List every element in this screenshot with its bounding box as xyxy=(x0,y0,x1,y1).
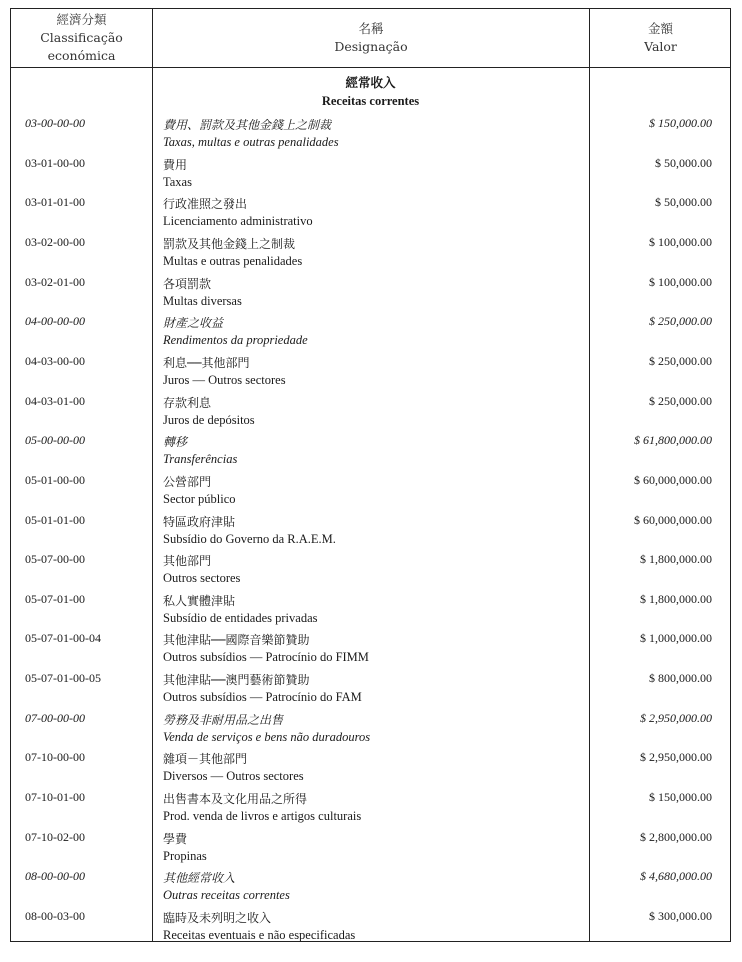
designation-pt: Sector público xyxy=(163,491,236,506)
amount: $ 800,000.00 xyxy=(649,671,712,686)
amount: $ 100,000.00 xyxy=(649,274,712,289)
table-row xyxy=(11,233,730,273)
account-code: 07-10-00-00 xyxy=(25,750,85,765)
designation-zh: 轉移 xyxy=(163,435,188,450)
designation-pt: Multas diversas xyxy=(163,293,242,308)
designation-pt: Transferências xyxy=(163,452,238,467)
designation-zh: 公營部門 xyxy=(163,474,212,489)
account-code: 07-10-02-00 xyxy=(25,829,85,844)
table-row xyxy=(11,431,730,471)
account-code: 04-00-00-00 xyxy=(25,314,85,329)
amount: $ 50,000.00 xyxy=(655,155,712,170)
designation-pt: Outros subsídios — Patrocínio do FAM xyxy=(163,690,362,705)
account-code: 05-01-01-00 xyxy=(25,512,85,527)
account-code: 04-03-01-00 xyxy=(25,393,85,408)
amount: $ 1,000,000.00 xyxy=(640,631,712,646)
designation-zh: 出售書本及文化用品之所得 xyxy=(163,792,308,807)
header-designation-zh: 名稱 xyxy=(358,21,384,36)
designation-pt: Licenciamento administrativo xyxy=(163,214,313,229)
designation-zh: 其他津貼──澳門藝術節贊助 xyxy=(163,673,310,688)
designation-zh: 各項罰款 xyxy=(163,276,212,291)
designation-pt: Receitas eventuais e não especificadas xyxy=(163,928,356,942)
amount: $ 100,000.00 xyxy=(649,234,712,249)
table-row xyxy=(11,154,730,194)
header-classification xyxy=(11,9,152,67)
revenue-table xyxy=(10,8,731,942)
amount: $ 61,800,000.00 xyxy=(634,433,712,448)
account-code: 05-01-00-00 xyxy=(25,472,85,487)
account-code: 04-03-00-00 xyxy=(25,353,85,368)
designation-pt: Outros subsídios — Patrocínio do FIMM xyxy=(163,650,369,665)
amount: $ 2,950,000.00 xyxy=(640,750,712,765)
designation-zh: 學費 xyxy=(163,831,188,846)
account-code: 05-00-00-00 xyxy=(25,433,85,448)
table-row xyxy=(11,828,730,868)
account-code: 03-02-00-00 xyxy=(25,234,85,249)
designation-pt: Juros — Outros sectores xyxy=(163,372,286,387)
designation-zh: 費用、罰款及其他金錢上之制裁 xyxy=(163,118,332,132)
header-classification-pt-2: económica xyxy=(47,48,116,63)
table-row xyxy=(11,748,730,788)
table-row xyxy=(11,867,730,907)
designation-zh: 勞務及非耐用品之出售 xyxy=(163,712,284,727)
designation-pt: Taxas, multas e outras penalidades xyxy=(163,135,339,149)
designation-pt: Prod. venda de livros e artigos culturais xyxy=(163,809,362,824)
table-row xyxy=(11,114,730,154)
table-row xyxy=(11,193,730,233)
designation-pt: Subsídio do Governo da R.A.E.M. xyxy=(163,531,336,546)
account-code: 05-07-01-00-05 xyxy=(25,671,101,686)
table-row xyxy=(11,312,730,352)
account-code: 08-00-00-00 xyxy=(25,869,85,884)
designation-zh: 存款利息 xyxy=(163,395,212,410)
amount: $ 250,000.00 xyxy=(649,314,712,329)
designation-pt: Rendimentos da propriedade xyxy=(163,333,308,348)
designation-pt: Propinas xyxy=(163,848,207,863)
designation-pt: Juros de depósitos xyxy=(163,412,255,427)
table-row xyxy=(11,352,730,392)
amount: $ 2,800,000.00 xyxy=(640,829,712,844)
amount: $ 250,000.00 xyxy=(649,353,712,368)
table-row xyxy=(11,511,730,551)
designation-zh: 其他經常收入 xyxy=(163,871,236,886)
amount: $ 1,800,000.00 xyxy=(640,591,712,606)
amount: $ 4,680,000.00 xyxy=(640,869,712,884)
section-title-zh: 經常收入 xyxy=(345,76,396,90)
account-code: 05-07-01-00-04 xyxy=(25,631,101,646)
account-code: 07-00-00-00 xyxy=(25,710,85,725)
table-row xyxy=(11,907,730,947)
amount: $ 300,000.00 xyxy=(649,909,712,923)
account-code: 08-00-03-00 xyxy=(25,909,85,923)
table-row xyxy=(11,273,730,313)
account-code: 03-01-01-00 xyxy=(25,195,85,210)
table-row xyxy=(11,471,730,511)
amount: $ 1,800,000.00 xyxy=(640,552,712,567)
designation-zh: 罰款及其他金錢上之制裁 xyxy=(163,236,296,251)
header-classification-zh: 經濟分類 xyxy=(56,12,107,27)
designation-pt: Taxas xyxy=(163,174,192,189)
table-row xyxy=(11,788,730,828)
amount: $ 250,000.00 xyxy=(649,393,712,408)
header-designation-pt: Designação xyxy=(334,39,408,54)
account-code: 03-01-00-00 xyxy=(25,155,85,170)
designation-zh: 其他津貼──國際音樂節贊助 xyxy=(163,633,310,648)
account-code: 05-07-00-00 xyxy=(25,552,85,567)
amount: $ 60,000,000.00 xyxy=(634,472,712,487)
account-code: 03-00-00-00 xyxy=(25,116,85,130)
designation-zh: 其他部門 xyxy=(163,554,212,569)
designation-zh: 利息──其他部門 xyxy=(163,355,250,370)
header-designation xyxy=(153,9,589,67)
account-code: 05-07-01-00 xyxy=(25,591,85,606)
table-row xyxy=(11,590,730,630)
amount: $ 2,950,000.00 xyxy=(640,710,712,725)
designation-zh: 特區政府津貼 xyxy=(163,514,236,529)
amount: $ 150,000.00 xyxy=(649,116,712,130)
header-divider xyxy=(11,67,730,68)
table-row xyxy=(11,669,730,709)
account-code: 07-10-01-00 xyxy=(25,790,85,805)
designation-zh: 費用 xyxy=(163,157,188,172)
designation-zh: 行政准照之發出 xyxy=(163,197,248,212)
designation-zh: 雜項－其他部門 xyxy=(163,752,248,767)
amount: $ 150,000.00 xyxy=(649,790,712,805)
amount: $ 50,000.00 xyxy=(655,195,712,210)
designation-zh: 私人實體津貼 xyxy=(163,593,236,608)
account-code: 03-02-01-00 xyxy=(25,274,85,289)
header-classification-pt: Classificação xyxy=(40,30,123,45)
table-row xyxy=(11,709,730,749)
table-row xyxy=(11,550,730,590)
table-row xyxy=(11,629,730,669)
designation-pt: Outras receitas correntes xyxy=(163,888,290,903)
header-value xyxy=(590,9,731,67)
designation-zh: 財產之收益 xyxy=(163,316,224,331)
designation-pt: Diversos — Outros sectores xyxy=(163,769,304,784)
designation-zh: 臨時及未列明之收入 xyxy=(163,911,272,925)
amount: $ 60,000,000.00 xyxy=(634,512,712,527)
section-title-pt: Receitas correntes xyxy=(321,94,420,108)
table-row xyxy=(11,392,730,432)
header-value-pt: Valor xyxy=(644,39,677,54)
designation-pt: Outros sectores xyxy=(163,571,241,586)
designation-pt: Venda de serviços e bens não duradouros xyxy=(163,729,371,744)
header-value-zh: 金額 xyxy=(647,21,673,36)
designation-pt: Multas e outras penalidades xyxy=(163,253,303,268)
designation-pt: Subsídio de entidades privadas xyxy=(163,610,318,625)
